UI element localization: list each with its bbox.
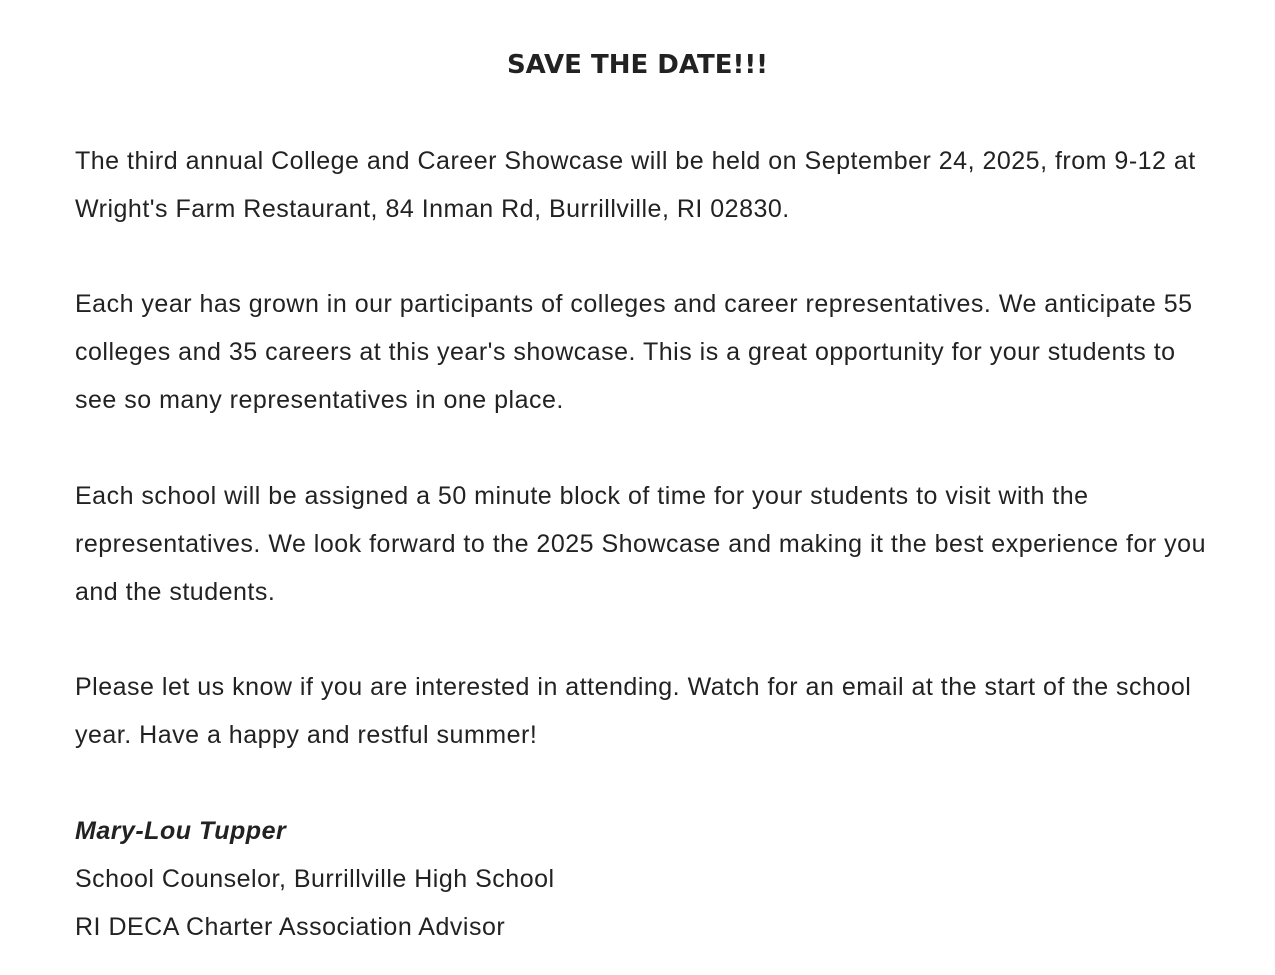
signature-role-counselor: School Counselor, Burrillville High School: [75, 865, 555, 893]
signature-name: Mary-Lou Tupper: [75, 817, 287, 845]
paragraph-participants: Each year has grown in our participants of colleges and career representatives. We anticipate 55 colleges and 35 careers at this year's showcase. This is a great opportunity for your students to see so many representatives in one place.: [75, 290, 1193, 414]
paragraph-schedule: Each school will be assigned a 50 minute block of time for your students to visit with the representatives. We look forward to the 2025 Showcase and making it the best experience for you and the students.: [75, 482, 1206, 606]
paragraph-closing: Please let us know if you are interested in attending. Watch for an email at the start of the school year. Have a happy and restful summer!: [75, 673, 1192, 749]
signature-block: [75, 807, 555, 951]
paragraph-event-details: The third annual College and Career Showcase will be held on September 24, 2025, from 9-12 at Wright's Farm Restaurant, 84 Inman Rd, Burrillville, RI 02830.: [75, 147, 1196, 223]
signature-role-advisor: RI DECA Charter Association Advisor: [75, 913, 506, 941]
page-title: SAVE THE DATE!!!: [506, 50, 769, 80]
